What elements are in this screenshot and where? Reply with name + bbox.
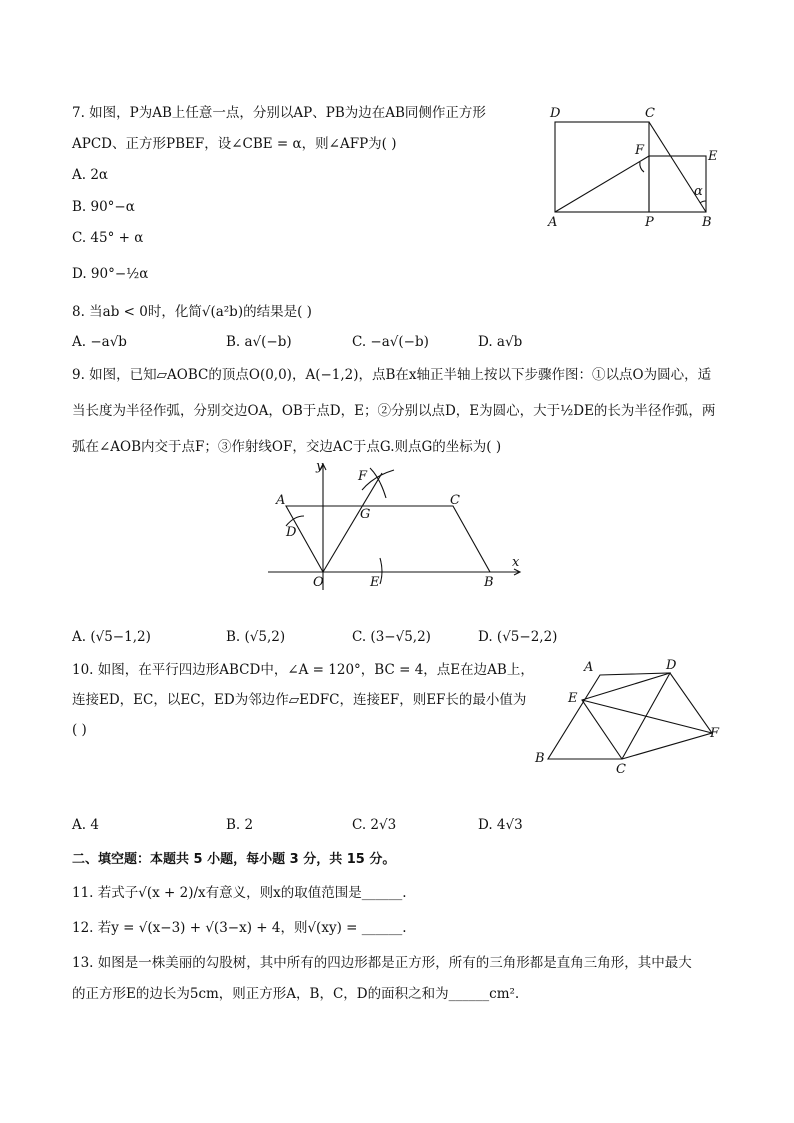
q10-line1: 10. 如图，在平行四边形ABCD中，∠A = 120°，BC = 4，点E在边AB上， (72, 662, 534, 678)
q9-option-c: C. (3−√5,2) (352, 629, 431, 645)
q8-option-c: C. −a√(−b) (352, 334, 429, 350)
parallelogram-aobc (286, 506, 490, 572)
q13-line1: 13. 如图是一株美丽的勾股树，其中所有的四边形都是正方形，所有的三角形都是直角三角形，其中最大 (72, 955, 692, 971)
angle-alpha-arc (700, 201, 706, 203)
label-c: C (450, 493, 460, 508)
q7-line2: APCD、正方形PBEF，设∠CBE = α，则∠AFP为( ) (72, 136, 397, 152)
ray-of (323, 473, 382, 572)
q10-option-a: A. 4 (72, 817, 99, 833)
label-d: D (286, 525, 297, 540)
label-a: A (548, 215, 558, 230)
label-b: B (535, 751, 545, 766)
q13-line2: 的正方形E的边长为5cm，则正方形A，B，C，D的面积之和为______cm². (72, 986, 520, 1002)
q7-option-c: C. 45° + α (72, 230, 144, 246)
q8-option-a: A. −a√b (72, 334, 127, 350)
q10-figure (530, 655, 730, 780)
q9-option-b: B. (√5,2) (226, 629, 286, 645)
q10-option-d: D. 4√3 (478, 817, 523, 833)
label-p: P (645, 215, 654, 230)
label-c: C (645, 106, 655, 121)
label-d: D (666, 658, 677, 673)
label-f: F (358, 469, 368, 484)
square-apcd (555, 122, 649, 212)
q7-figure (540, 100, 730, 235)
label-e: E (568, 691, 578, 706)
section-heading-fill-in: 二、填空题：本题共 5 小题，每小题 3 分，共 15 分。 (72, 852, 396, 867)
label-b: B (484, 575, 494, 590)
parallelogram-abcd (548, 673, 670, 759)
q7-option-d: D. 90°−½α (72, 266, 149, 282)
label-x: x (512, 555, 520, 570)
q7-option-a: A. 2α (72, 167, 109, 183)
arc-f-2 (370, 468, 386, 498)
q7-option-b: B. 90°−α (72, 199, 135, 215)
q9-option-a: A. (√5−1,2) (72, 629, 151, 645)
q10-line3: ( ) (72, 722, 87, 738)
label-a: A (276, 493, 286, 508)
q7-line1: 7. 如图，P为AB上任意一点，分别以AP、PB为边在AB同侧作正方形 (72, 105, 486, 121)
q9-figure (262, 458, 532, 593)
q12-line: 12. 若y = √(x−3) + √(3−x) + 4，则√(xy) = ______. (72, 920, 407, 936)
q8-option-b: B. a√(−b) (226, 334, 292, 350)
label-o: O (313, 575, 324, 590)
label-e: E (370, 575, 380, 590)
q10-option-c: C. 2√3 (352, 817, 397, 833)
label-y: y (316, 459, 324, 474)
label-b: B (702, 215, 712, 230)
q8-option-d: D. a√b (478, 334, 523, 350)
arc-at-e (380, 558, 382, 584)
q9-line2: 当长度为半径作弧，分别交边OA，OB于点D，E；②分别以点D，E为圆心，大于½DE的长为半径作弧，两 (72, 403, 716, 419)
label-c: C (616, 762, 626, 777)
q10-option-b: B. 2 (226, 817, 254, 833)
label-e: E (708, 149, 718, 164)
q9-option-d: D. (√5−2,2) (478, 629, 558, 645)
label-d: D (550, 106, 561, 121)
segment-af (555, 156, 649, 212)
angle-afp-arc (640, 162, 644, 172)
q9-line1: 9. 如图，已知▱AOBC的顶点O(0,0)，A(−1,2)，点B在x轴正半轴上按以下步骤作图：①以点O为圆心，适 (72, 367, 712, 383)
label-a: A (584, 660, 594, 675)
label-alpha: α (694, 184, 703, 199)
label-f: F (710, 726, 720, 741)
q9-line3: 弧在∠AOB内交于点F；③作射线OF，交边AC于点G.则点G的坐标为( ) (72, 439, 502, 455)
q11-line: 11. 若式子√(x + 2)/x有意义，则x的取值范围是______. (72, 885, 407, 901)
q10-line2: 连接ED，EC，以EC，ED为邻边作▱EDFC，连接EF，则EF长的最小值为 (72, 692, 527, 708)
q8-line1: 8. 当ab < 0时，化简√(a²b)的结果是( ) (72, 304, 312, 320)
label-g: G (360, 507, 371, 522)
label-f: F (635, 143, 645, 158)
